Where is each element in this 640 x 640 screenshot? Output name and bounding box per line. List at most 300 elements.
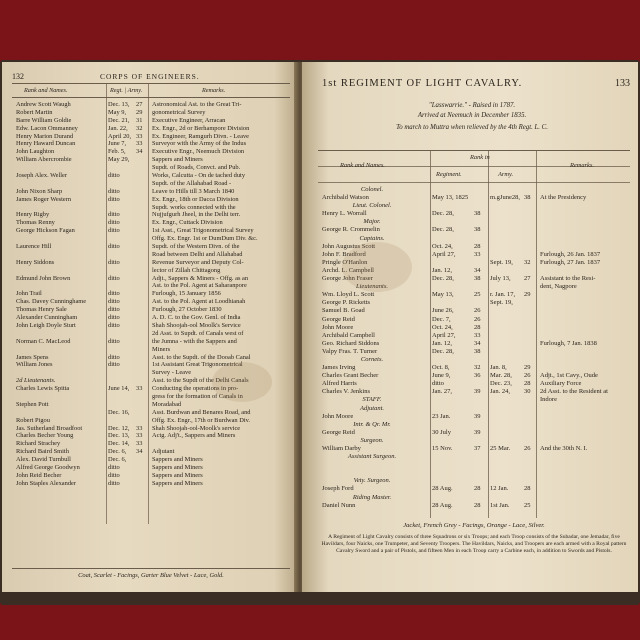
list-item xyxy=(12,204,290,212)
list-item xyxy=(12,109,290,117)
regiment-rank-date: 15 Nov. xyxy=(432,445,453,452)
remark: Works, Calcutta - On de tached duty xyxy=(152,172,246,180)
section-heading: Vety. Surgeon. xyxy=(353,477,391,485)
remark: Astronomical Ast. to the Great Tri- xyxy=(152,101,242,108)
list-item xyxy=(12,282,290,290)
remark: Shah Shoojah-ool-Moolk's service xyxy=(152,424,241,432)
commission-date: ditto xyxy=(108,243,120,251)
officer-name: Charles Grant Becher xyxy=(322,372,379,380)
left-officer-list xyxy=(12,101,290,488)
table-row xyxy=(318,307,630,315)
officer-name: Wm. Lloyd L. Scott xyxy=(322,291,375,299)
army-rank-year: 27 xyxy=(524,275,531,283)
right-dress-line: Jacket, French Grey - Facings, Orange - Lace, Silver. xyxy=(403,522,545,529)
list-item xyxy=(12,306,290,314)
commission-date: June 7, xyxy=(108,140,127,148)
arrived-line: Arrived at Neemuch in December 1835. xyxy=(417,112,527,119)
officer-name: John Laughton xyxy=(16,148,55,156)
officer-name: Archibald Campbell xyxy=(322,331,375,339)
commission-year: 27 xyxy=(136,101,143,108)
officer-name: Alexander Cunningham xyxy=(16,314,78,322)
officer-name: John Moore xyxy=(322,323,354,331)
remark: Leave to Hills till 3 March 1840 xyxy=(152,187,235,195)
list-item xyxy=(12,125,290,133)
regiment-rank-year: 37 xyxy=(474,445,481,452)
regiment-rank-date: April 27, xyxy=(432,331,456,339)
section-heading: Cornets. xyxy=(360,355,384,363)
officer-name: Laurence Hill xyxy=(16,243,52,251)
commission-date: ditto xyxy=(108,353,120,361)
regiment-rank-date: 23 Jan. xyxy=(432,412,451,420)
commission-date: ditto xyxy=(108,321,120,329)
officer-name: Valpy Fras. T. Turner xyxy=(322,347,378,355)
army-rank-date: m.gJune28, xyxy=(490,194,520,202)
list-item xyxy=(12,456,290,464)
list-item xyxy=(12,267,290,275)
officer-name: Henry Haward Duncan xyxy=(16,140,76,148)
remark: Furlough, 7 Jan. 1838 xyxy=(540,339,597,347)
remark: Supdt. of the Western Divn. of the xyxy=(152,243,240,251)
regiment-rank-year: 38 xyxy=(474,347,481,355)
regiment-rank-year: 39 xyxy=(474,412,481,420)
army-rank-year: 28 xyxy=(524,380,531,388)
army-rank-date: Sept. 19, xyxy=(490,299,513,307)
officer-name: William Abercrombie xyxy=(16,156,72,164)
commission-date: ditto xyxy=(108,187,120,195)
commission-year: 31 xyxy=(136,116,143,124)
officer-name: Norman C. MacLeod xyxy=(16,337,71,345)
list-item xyxy=(12,196,290,204)
army-rank-year: 32 xyxy=(524,258,531,266)
table-row xyxy=(318,324,630,332)
commission-date: ditto xyxy=(108,258,120,266)
table-row xyxy=(318,469,630,477)
remark: Executive Engineer, Arracan xyxy=(152,116,226,124)
list-item xyxy=(12,180,290,188)
list-item xyxy=(12,172,290,180)
remark: Ex. Engineer, Ramgurh Divn. - Leave xyxy=(152,132,249,140)
remark: Asst. to the Supdt. of the Dooab Canal xyxy=(152,353,251,361)
table-row xyxy=(318,210,630,218)
remark: Supdt. of Roads, Convct. and Pub. xyxy=(152,164,241,172)
list-item xyxy=(12,211,290,219)
remark: Sappers and Miners xyxy=(152,479,203,487)
table-row xyxy=(318,356,630,364)
list-item xyxy=(12,227,290,235)
commission-date: Dec. 21, xyxy=(108,116,130,124)
remark: Offg. Ex. Engr. 1st or DumDum Div. &c. xyxy=(152,235,258,243)
remark: Nujjufgurh Jheel, in the Delhi terr. xyxy=(152,211,241,219)
table-row xyxy=(318,461,630,469)
regiment-rank-year: 28 xyxy=(474,485,481,493)
section-heading: 2d Lieutenants. xyxy=(16,377,56,385)
list-item xyxy=(12,338,290,346)
table-row xyxy=(318,453,630,461)
commission-date: ditto xyxy=(108,463,120,471)
remark: Indore xyxy=(540,396,557,404)
list-item xyxy=(12,156,290,164)
list-item xyxy=(12,330,290,338)
left-col-remarks: Remarks. xyxy=(202,87,226,94)
commission-date: ditto xyxy=(108,219,120,227)
table-row xyxy=(318,437,630,445)
officer-name: Daniel Nunn xyxy=(322,501,356,509)
table-row xyxy=(318,502,630,510)
officer-name: Charles Becher Young xyxy=(16,432,74,440)
open-book xyxy=(0,50,640,598)
regiment-rank-date: Oct. 24, xyxy=(432,323,453,331)
remark: Adjutant xyxy=(152,448,175,456)
officer-name: Edmund John Brown xyxy=(16,274,71,282)
table-row xyxy=(318,364,630,372)
commission-date: Dec. 16, xyxy=(108,408,130,416)
list-item xyxy=(12,354,290,362)
section-heading: Lieut. Colonel. xyxy=(352,202,392,210)
officer-name: Stephen Pott xyxy=(16,400,49,408)
regiment-rank-date: Oct. 8, xyxy=(432,364,450,372)
regiment-rank-date: Dec. 28, xyxy=(432,210,454,218)
army-rank-date: Jan. 8, xyxy=(490,364,507,372)
commission-date: ditto xyxy=(108,290,120,298)
table-row xyxy=(318,332,630,340)
section-heading: STAFF. xyxy=(362,396,382,404)
officer-name: George R. Crommelin xyxy=(322,226,380,234)
army-rank-date: Jan. 24, xyxy=(490,388,511,396)
list-item xyxy=(12,409,290,417)
section-heading: Lieutenants. xyxy=(356,283,388,291)
remark: Revenue Surveyor and Deputy Col- xyxy=(152,258,244,266)
remark: dent, Nagpore xyxy=(540,283,577,291)
remark: Asst. to the Supdt of the Delhi Canals xyxy=(152,377,249,385)
list-item xyxy=(12,243,290,251)
list-item xyxy=(12,298,290,306)
table-row xyxy=(318,194,630,202)
remark: 1st Asst., Great Trigonometrical Survey xyxy=(152,227,254,235)
officer-name: John Augustus Scott xyxy=(322,242,376,250)
regiment-rank-year: 34 xyxy=(474,266,481,274)
remark: gress for the formation of Canals in xyxy=(152,392,243,400)
table-row xyxy=(318,413,630,421)
remark: Conducting the operations in pro- xyxy=(152,385,239,393)
march-line: To march to Muttra when relieved by the 4th Regt. L. C. xyxy=(396,124,548,131)
army-rank-year: 38 xyxy=(524,194,531,202)
officer-name: Henry Marion Durand xyxy=(16,132,74,140)
regiment-rank-year: 25 xyxy=(474,291,481,299)
regiment-rank-year: 38 xyxy=(474,226,481,234)
regiment-rank-year: 32 xyxy=(474,364,481,372)
remark: Executive Engr., Neemuch Division xyxy=(152,148,245,156)
commission-date: ditto xyxy=(108,211,120,219)
commission-date: April 20, xyxy=(108,132,132,140)
regiment-rank-year: 28 xyxy=(474,242,481,250)
commission-year: 33 xyxy=(136,440,143,448)
list-item xyxy=(12,417,290,425)
officer-name: Joseph Alex. Weller xyxy=(16,172,68,180)
remark: Furlough, 15 January 1856 xyxy=(152,290,221,298)
remark: Furlough, 27 Jan. 1837 xyxy=(540,258,601,266)
table-row xyxy=(318,340,630,348)
left-col-dates: Regt. | Army. xyxy=(110,87,143,94)
right-page-number: 133 xyxy=(615,78,630,89)
list-item xyxy=(12,117,290,125)
list-item xyxy=(12,219,290,227)
commission-date: Dec. 6, xyxy=(108,456,127,464)
regiment-rank-date: May 13, xyxy=(432,291,454,299)
officer-name: Joseph Ford xyxy=(322,485,354,493)
commission-year: 33 xyxy=(136,424,143,432)
officer-name: James Irving xyxy=(322,364,356,372)
table-row xyxy=(318,299,630,307)
commission-date: June 14, xyxy=(108,385,130,393)
left-page xyxy=(2,62,298,592)
table-row xyxy=(318,372,630,380)
commission-date: May 9, xyxy=(108,108,127,116)
section-heading: Surgeon. xyxy=(360,436,384,444)
table-row xyxy=(318,380,630,388)
army-rank-date: r. Jan. 17, xyxy=(490,291,516,299)
commission-year: 33 xyxy=(136,140,143,148)
commission-date: Feb. 5, xyxy=(108,148,126,156)
right-page xyxy=(302,62,638,592)
list-item xyxy=(12,275,290,283)
table-row xyxy=(318,494,630,502)
list-item xyxy=(12,235,290,243)
regiment-rank-year: 28 xyxy=(474,323,481,331)
regiment-rank-date: 28 Aug. xyxy=(432,501,453,509)
officer-name: Henry L. Worrall xyxy=(322,210,367,218)
regiment-rank-year: 39 xyxy=(474,428,481,436)
army-rank-year: 30 xyxy=(524,388,531,396)
list-item xyxy=(12,401,290,409)
remark: Ast. to the Pol. Agent at Saharanpore xyxy=(152,282,247,290)
regiment-rank-date: Dec. 7, xyxy=(432,315,451,323)
officer-name: William Darby xyxy=(322,445,361,452)
army-rank-date: Mar. 28, xyxy=(490,372,512,380)
regiment-rank-year: 39 xyxy=(474,388,481,396)
officer-name: John Leigh Doyle Sturt xyxy=(16,321,76,329)
remark: the Jumna - with the Sappers and xyxy=(152,337,237,345)
motto-line: "Lasswarrie." - Raised in 1787. xyxy=(428,102,516,109)
remark: Ex. Engr., 18th or Dacca Division xyxy=(152,195,239,203)
list-item xyxy=(12,259,290,267)
regiment-rank-date: 28 Aug. xyxy=(432,485,453,493)
army-rank-date: 1st Jan. xyxy=(490,501,510,509)
remark: Sappers and Miners xyxy=(152,456,203,464)
list-item xyxy=(12,148,290,156)
table-row xyxy=(318,405,630,413)
officer-name: Archd. L. Campbell xyxy=(322,266,374,274)
remark: Surveyor with the Army of the Indus xyxy=(152,140,247,148)
remark: Assistant to the Resi- xyxy=(540,275,596,283)
commission-date: Dec. 13, xyxy=(108,432,130,440)
section-heading: Adjutant. xyxy=(359,404,384,412)
army-rank-year: 29 xyxy=(524,291,531,299)
regiment-rank-year: 38 xyxy=(474,275,481,283)
regiment-rank-date: Dec. 28, xyxy=(432,347,454,355)
officer-name: James Spens xyxy=(16,353,49,361)
officer-name: Geo. Richard Siddons xyxy=(322,339,380,347)
remark: Supdt. works connected with the xyxy=(152,203,236,211)
officer-name: John F. Bradford xyxy=(322,250,366,258)
regiment-rank-date: ditto xyxy=(432,380,444,388)
table-row xyxy=(318,388,630,396)
list-item xyxy=(12,464,290,472)
left-page-number: 132 xyxy=(12,72,24,81)
remark: Ex. Engr., Cuttack Division xyxy=(152,219,223,227)
commission-date: Dec. 14, xyxy=(108,440,130,448)
section-heading: Intr. & Qr. Mr. xyxy=(353,420,391,428)
remark: Shah Shoojah-ool Moolk's Service xyxy=(152,321,241,329)
remark: Supdt. of the Allahabad Road - xyxy=(152,179,232,187)
officer-name: Richard Strachey xyxy=(16,440,61,448)
section-heading: Assistant Surgeon. xyxy=(347,453,397,461)
commission-year: 32 xyxy=(136,124,143,132)
commission-date: ditto xyxy=(108,479,120,487)
officer-name: Robert Pigou xyxy=(16,416,50,424)
officer-name: George John Fraser xyxy=(322,275,373,283)
commission-date: ditto xyxy=(108,195,120,203)
table-row xyxy=(318,316,630,324)
army-rank-year: 26 xyxy=(524,372,531,380)
list-item xyxy=(12,472,290,480)
header-army: Army. xyxy=(498,171,514,178)
list-item xyxy=(12,480,290,488)
remark: Sappers and Miners xyxy=(152,463,203,471)
right-page-header xyxy=(314,78,630,94)
header-rank-names: Rank and Names. xyxy=(340,162,385,169)
regiment-rank-year: 38 xyxy=(474,210,481,218)
header-bottom-rule xyxy=(318,182,630,183)
page-stain xyxy=(342,242,412,292)
left-col-rank: Rank and Names. xyxy=(24,87,68,94)
right-running-title: 1st REGIMENT OF LIGHT CAVALRY. xyxy=(322,78,523,89)
commission-date: ditto xyxy=(108,337,120,345)
remark: Actg. Adj't., Sappers and Miners xyxy=(152,432,236,440)
remark: 2d Asst. to the Resident at xyxy=(540,388,608,396)
officer-name: Alfred Harris xyxy=(322,380,357,388)
commission-date: ditto xyxy=(108,471,120,479)
commission-date: ditto xyxy=(108,314,120,322)
remark: Survey - Leave xyxy=(152,369,192,377)
list-item xyxy=(12,432,290,440)
list-item xyxy=(12,314,290,322)
table-row xyxy=(318,429,630,437)
officer-name: George Reid xyxy=(322,428,355,436)
officer-name: John Trail xyxy=(16,290,42,298)
table-row xyxy=(318,445,630,453)
officer-name: Henry Rigby xyxy=(16,211,50,219)
officer-name: Samuel B. Goad xyxy=(322,307,365,315)
list-item xyxy=(12,322,290,330)
army-rank-date: 12 Jan. xyxy=(490,485,509,493)
table-row xyxy=(318,348,630,356)
regiment-rank-date: May 13, 1825 xyxy=(432,194,469,202)
section-heading: Riding Master. xyxy=(352,493,392,501)
army-rank-year: 29 xyxy=(524,364,531,372)
officer-name: Henry Siddons xyxy=(16,258,55,266)
commission-date: ditto xyxy=(108,274,120,282)
table-row xyxy=(318,235,630,243)
regiment-rank-date: Jan. 12, xyxy=(432,266,453,274)
commission-date: ditto xyxy=(108,172,120,180)
regiment-rank-year: 33 xyxy=(474,250,481,258)
army-rank-year: 26 xyxy=(524,445,531,452)
section-heading: Major. xyxy=(363,218,381,226)
left-column-headers xyxy=(12,84,290,98)
officer-name: George Reid xyxy=(322,315,355,323)
regiment-rank-date: Oct. 24, xyxy=(432,242,453,250)
table-row xyxy=(318,218,630,226)
commission-year: 34 xyxy=(136,448,143,456)
header-regiment: Regiment. xyxy=(436,171,462,178)
list-item xyxy=(12,346,290,354)
section-heading: Colonel. xyxy=(360,186,384,193)
army-rank-year: 25 xyxy=(524,501,531,509)
table-row xyxy=(318,485,630,493)
left-running-title: CORPS OF ENGINEERS. xyxy=(100,72,200,81)
regiment-rank-date: 30 July xyxy=(432,428,451,436)
page-stain xyxy=(212,362,272,402)
remark: Moradabad xyxy=(152,400,182,408)
remark: lector of Zillah Chittagong xyxy=(152,266,221,274)
regiment-rank-date: Dec. 28, xyxy=(432,226,454,234)
table-row xyxy=(318,186,630,194)
remark: Road between Delhi and Allahabad xyxy=(152,250,243,258)
remark: Furlough, 27 October 1830 xyxy=(152,306,222,314)
officer-name: John Staples Alexander xyxy=(16,479,76,487)
remark: Adjt., 1st Cavy., Oude xyxy=(540,372,598,380)
regiment-rank-date: Dec. 28, xyxy=(432,275,454,283)
officer-name: John Reid Becher xyxy=(16,471,62,479)
regiment-rank-date: Jan. 27, xyxy=(432,388,453,396)
header-remarks: Remarks. xyxy=(570,162,594,169)
table-row xyxy=(318,477,630,485)
commission-year: 33 xyxy=(136,432,143,440)
remark: Miners xyxy=(152,345,171,353)
list-item xyxy=(12,448,290,456)
officer-name: Andrew Scott Waugh xyxy=(16,101,71,108)
left-dress-line: Coat, Scarlet - Facings, Garter Blue Velvet - Lace, Gold. xyxy=(12,568,290,580)
commission-date: Dec. 12, xyxy=(108,424,130,432)
officer-name: Charles Lewis Spitta xyxy=(16,385,70,393)
officer-name: Alex. David Turnbull xyxy=(16,456,71,464)
regiment-composition-note: A Regiment of Light Cavalry consists of three Squadrons or six Troops; and each Troop consists of the Subadar, one Jemadar, five Havildars, four Naicks, one Trumpeter, and Seventy Troopers. The Havildars, Naicks, and Troopers are each armed with a Royal pattern Cavalry Sword and a pair of Pistols, and fifteen Men in each Troop carry a Carbine each, in addition to Swords and Pistols. xyxy=(321,534,627,554)
officer-name: Robert Martin xyxy=(16,108,53,116)
table-row xyxy=(318,421,630,429)
regiment-rank-date: June 9, xyxy=(432,372,451,380)
remark: gonometrical Survey xyxy=(152,108,206,116)
list-item xyxy=(12,101,290,109)
officer-name: George Hickson Fagan xyxy=(16,227,75,235)
list-item xyxy=(12,188,290,196)
regiment-rank-year: 26 xyxy=(474,315,481,323)
officer-name: Thomas Henry Sale xyxy=(16,306,67,314)
table-row xyxy=(318,291,630,299)
regiment-rank-year: 33 xyxy=(474,331,481,339)
left-page-header xyxy=(12,70,290,84)
officer-name: James Roger Western xyxy=(16,195,72,203)
remark: Ast. to the Pol. Agent at Loodhianah xyxy=(152,298,246,306)
commission-date: ditto xyxy=(108,227,120,235)
list-item xyxy=(12,140,290,148)
regiment-rank-date: Jan. 12, xyxy=(432,339,453,347)
officer-name: Jas. Sutherland Broadfoot xyxy=(16,424,83,432)
remark: A. D. C. to the Gov. Genl. of India xyxy=(152,314,241,322)
remark: 2d Asst. to Supdt. of Canals west of xyxy=(152,329,244,337)
commission-date: Dec. 13, xyxy=(108,101,130,108)
commission-date: ditto xyxy=(108,306,120,314)
commission-date: May 29, xyxy=(108,156,130,164)
